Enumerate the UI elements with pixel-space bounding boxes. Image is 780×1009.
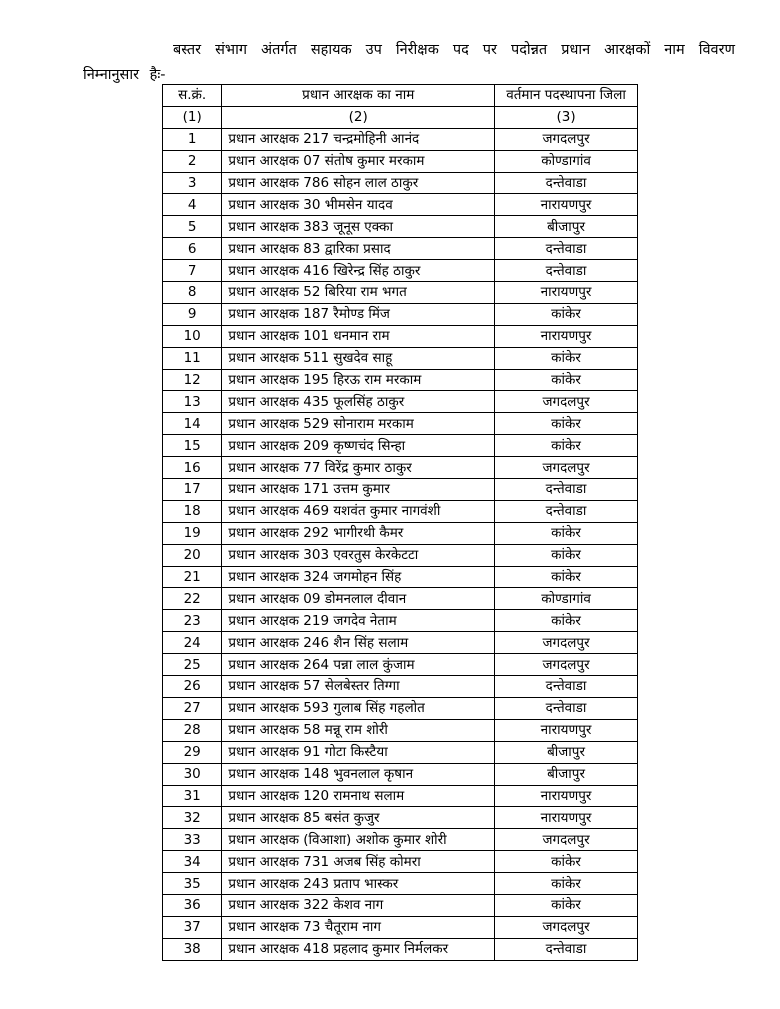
row-serial-no: 3: [163, 172, 222, 194]
row-serial-no: 21: [163, 566, 222, 588]
column-index-row: [163, 106, 638, 128]
table-row: [163, 150, 638, 172]
table-row: [163, 500, 638, 522]
row-serial-no: 32: [163, 807, 222, 829]
row-district: कोण्डागांव: [495, 150, 638, 172]
row-serial-no: 20: [163, 544, 222, 566]
table-row: [163, 588, 638, 610]
row-serial-no: 2: [163, 150, 222, 172]
row-name: प्रधान आरक्षक 120 रामनाथ सलाम: [222, 785, 495, 807]
row-district: नारायणपुर: [495, 282, 638, 304]
table-row: [163, 697, 638, 719]
row-name: प्रधान आरक्षक 469 यशवंत कुमार नागवंशी: [222, 500, 495, 522]
row-name: प्रधान आरक्षक 91 गोटा किस्टैया: [222, 741, 495, 763]
header-name: प्रधान आरक्षक का नाम: [222, 85, 495, 107]
table-row: [163, 632, 638, 654]
row-serial-no: 38: [163, 938, 222, 960]
column-index-2: (2): [222, 106, 495, 128]
row-serial-no: 22: [163, 588, 222, 610]
column-index-3: (3): [495, 106, 638, 128]
row-name: प्रधान आरक्षक 435 फूलसिंह ठाकुर: [222, 391, 495, 413]
row-name: प्रधान आरक्षक 322 केशव नाग: [222, 894, 495, 916]
row-serial-no: 30: [163, 763, 222, 785]
table-row: [163, 873, 638, 895]
table-row: [163, 303, 638, 325]
intro-paragraph: बस्तर संभाग अंतर्गत सहायक उप निरीक्षक पद पर पदोन्नत प्रधान आरक्षकों नाम विवरण निम्नानुसार हैः-: [83, 42, 735, 83]
table-row: [163, 325, 638, 347]
row-name: प्रधान आरक्षक 303 एवरतुस केरकेटटा: [222, 544, 495, 566]
header-serial-no: स.क्रं.: [163, 85, 222, 107]
table-row: [163, 435, 638, 457]
row-name: प्रधान आरक्षक 292 भागीरथी कैमर: [222, 522, 495, 544]
table-row: [163, 194, 638, 216]
row-serial-no: 35: [163, 873, 222, 895]
row-district: दन्तेवाडा: [495, 479, 638, 501]
row-district: कांकेर: [495, 851, 638, 873]
row-district: नारायणपुर: [495, 325, 638, 347]
table-row: [163, 128, 638, 150]
row-district: जगदलपुर: [495, 632, 638, 654]
row-serial-no: 1: [163, 128, 222, 150]
header-district: वर्तमान पदस्थापना जिला: [495, 85, 638, 107]
row-district: बीजापुर: [495, 741, 638, 763]
row-serial-no: 6: [163, 238, 222, 260]
row-name: प्रधान आरक्षक 418 प्रहलाद कुमार निर्मलकर: [222, 938, 495, 960]
table-row: [163, 522, 638, 544]
row-district: कांकेर: [495, 522, 638, 544]
row-district: कांकेर: [495, 303, 638, 325]
row-name: प्रधान आरक्षक 217 चन्द्रमोहिनी आनंद: [222, 128, 495, 150]
table-row: [163, 457, 638, 479]
row-district: कोण्डागांव: [495, 588, 638, 610]
row-name: प्रधान आरक्षक 85 बसंत कुजुर: [222, 807, 495, 829]
row-name: प्रधान आरक्षक 148 भुवनलाल कृषान: [222, 763, 495, 785]
row-district: नारायणपुर: [495, 807, 638, 829]
table-row: [163, 829, 638, 851]
table-row: [163, 391, 638, 413]
row-district: कांकेर: [495, 566, 638, 588]
row-district: कांकेर: [495, 873, 638, 895]
row-serial-no: 10: [163, 325, 222, 347]
table-row: [163, 916, 638, 938]
row-district: जगदलपुर: [495, 829, 638, 851]
table-row: [163, 566, 638, 588]
row-serial-no: 29: [163, 741, 222, 763]
row-district: नारायणपुर: [495, 719, 638, 741]
row-name: प्रधान आरक्षक 264 पन्ना लाल कुंजाम: [222, 654, 495, 676]
row-district: कांकेर: [495, 369, 638, 391]
row-name: प्रधान आरक्षक 246 शैन सिंह सलाम: [222, 632, 495, 654]
table-body: [163, 128, 638, 960]
row-serial-no: 28: [163, 719, 222, 741]
row-district: दन्तेवाडा: [495, 676, 638, 698]
table-row: [163, 785, 638, 807]
row-serial-no: 7: [163, 260, 222, 282]
row-district: कांकेर: [495, 610, 638, 632]
row-name: प्रधान आरक्षक 593 गुलाब सिंह गहलोत: [222, 697, 495, 719]
row-serial-no: 15: [163, 435, 222, 457]
row-name: प्रधान आरक्षक 07 संतोष कुमार मरकाम: [222, 150, 495, 172]
row-serial-no: 16: [163, 457, 222, 479]
table-row: [163, 741, 638, 763]
row-district: जगदलपुर: [495, 457, 638, 479]
row-name: प्रधान आरक्षक 416 खिरेन्द्र सिंह ठाकुर: [222, 260, 495, 282]
row-name: प्रधान आरक्षक 83 द्वारिका प्रसाद: [222, 238, 495, 260]
row-district: दन्तेवाडा: [495, 500, 638, 522]
row-name: प्रधान आरक्षक 58 मन्नू राम शोरी: [222, 719, 495, 741]
row-serial-no: 9: [163, 303, 222, 325]
row-serial-no: 24: [163, 632, 222, 654]
row-serial-no: 17: [163, 479, 222, 501]
row-name: प्रधान आरक्षक 786 सोहन लाल ठाकुर: [222, 172, 495, 194]
row-serial-no: 8: [163, 282, 222, 304]
row-serial-no: 4: [163, 194, 222, 216]
row-district: दन्तेवाडा: [495, 172, 638, 194]
row-name: प्रधान आरक्षक 73 चैतूराम नाग: [222, 916, 495, 938]
row-name: प्रधान आरक्षक (विआशा) अशोक कुमार शोरी: [222, 829, 495, 851]
row-name: प्रधान आरक्षक 30 भीमसेन यादव: [222, 194, 495, 216]
row-district: कांकेर: [495, 413, 638, 435]
table-row: [163, 172, 638, 194]
row-name: प्रधान आरक्षक 219 जगदेव नेताम: [222, 610, 495, 632]
row-name: प्रधान आरक्षक 209 कृष्णचंद सिन्हा: [222, 435, 495, 457]
row-serial-no: 11: [163, 347, 222, 369]
row-district: दन्तेवाडा: [495, 260, 638, 282]
table-row: [163, 216, 638, 238]
row-name: प्रधान आरक्षक 57 सेलबेस्तर तिग्गा: [222, 676, 495, 698]
table-row: [163, 719, 638, 741]
table-row: [163, 544, 638, 566]
table-row: [163, 938, 638, 960]
row-name: प्रधान आरक्षक 731 अजब सिंह कोमरा: [222, 851, 495, 873]
table-row: [163, 479, 638, 501]
row-district: जगदलपुर: [495, 391, 638, 413]
table-row: [163, 654, 638, 676]
row-serial-no: 26: [163, 676, 222, 698]
row-district: कांकेर: [495, 435, 638, 457]
row-name: प्रधान आरक्षक 243 प्रताप भास्कर: [222, 873, 495, 895]
row-name: प्रधान आरक्षक 324 जगमोहन सिंह: [222, 566, 495, 588]
table-row: [163, 238, 638, 260]
row-serial-no: 36: [163, 894, 222, 916]
row-name: प्रधान आरक्षक 511 सुखदेव साहू: [222, 347, 495, 369]
row-name: प्रधान आरक्षक 383 जूनूस एक्का: [222, 216, 495, 238]
table-row: [163, 347, 638, 369]
table-row: [163, 851, 638, 873]
row-district: जगदलपुर: [495, 916, 638, 938]
table-row: [163, 807, 638, 829]
row-serial-no: 25: [163, 654, 222, 676]
row-district: दन्तेवाडा: [495, 697, 638, 719]
row-name: प्रधान आरक्षक 101 धनमान राम: [222, 325, 495, 347]
row-district: कांकेर: [495, 894, 638, 916]
row-name: प्रधान आरक्षक 77 विरेंद्र कुमार ठाकुर: [222, 457, 495, 479]
promotion-table: [162, 84, 638, 961]
table-row: [163, 763, 638, 785]
row-district: नारायणपुर: [495, 785, 638, 807]
header-row: [163, 85, 638, 107]
row-name: प्रधान आरक्षक 195 हिरऊ राम मरकाम: [222, 369, 495, 391]
row-serial-no: 23: [163, 610, 222, 632]
row-name: प्रधान आरक्षक 187 रैमोण्ड मिंज: [222, 303, 495, 325]
row-district: नारायणपुर: [495, 194, 638, 216]
table-row: [163, 413, 638, 435]
row-district: जगदलपुर: [495, 128, 638, 150]
row-name: प्रधान आरक्षक 529 सोनाराम मरकाम: [222, 413, 495, 435]
table-row: [163, 610, 638, 632]
table-row: [163, 282, 638, 304]
row-name: प्रधान आरक्षक 09 डोमनलाल दीवान: [222, 588, 495, 610]
row-serial-no: 18: [163, 500, 222, 522]
row-district: दन्तेवाडा: [495, 238, 638, 260]
row-district: कांकेर: [495, 347, 638, 369]
row-name: प्रधान आरक्षक 171 उत्तम कुमार: [222, 479, 495, 501]
table-row: [163, 260, 638, 282]
row-serial-no: 19: [163, 522, 222, 544]
row-serial-no: 37: [163, 916, 222, 938]
row-serial-no: 14: [163, 413, 222, 435]
row-district: जगदलपुर: [495, 654, 638, 676]
row-district: बीजापुर: [495, 216, 638, 238]
row-serial-no: 12: [163, 369, 222, 391]
table-header: [163, 85, 638, 129]
row-district: दन्तेवाडा: [495, 938, 638, 960]
table-row: [163, 676, 638, 698]
row-district: कांकेर: [495, 544, 638, 566]
column-index-1: (1): [163, 106, 222, 128]
table-row: [163, 369, 638, 391]
row-serial-no: 27: [163, 697, 222, 719]
row-serial-no: 31: [163, 785, 222, 807]
row-name: प्रधान आरक्षक 52 बिरिया राम भगत: [222, 282, 495, 304]
row-serial-no: 5: [163, 216, 222, 238]
row-serial-no: 33: [163, 829, 222, 851]
table-row: [163, 894, 638, 916]
row-serial-no: 34: [163, 851, 222, 873]
row-serial-no: 13: [163, 391, 222, 413]
row-district: बीजापुर: [495, 763, 638, 785]
